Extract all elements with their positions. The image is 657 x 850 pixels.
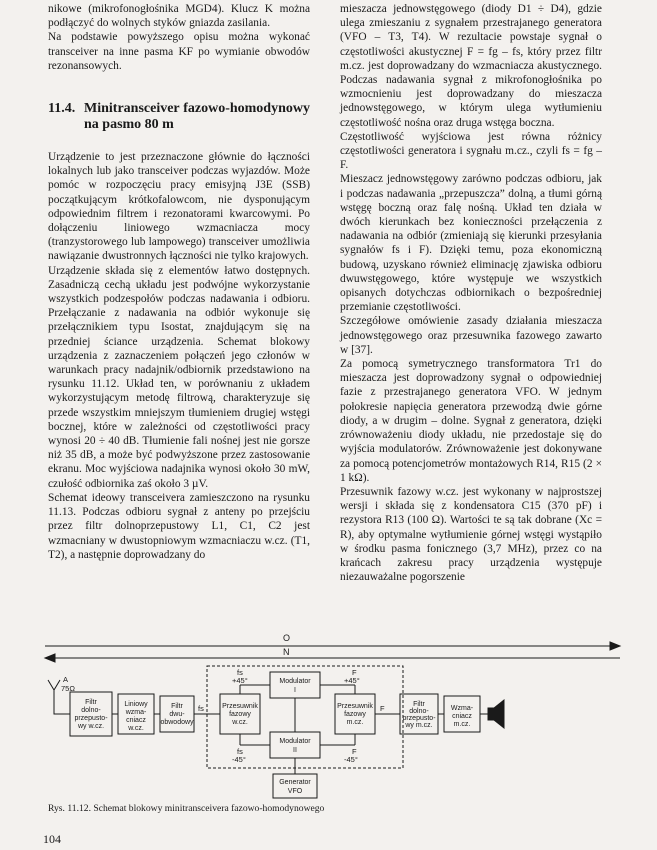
label-plus45-left: +45° [232,676,248,685]
block-vfo-label: Generator VFO [279,779,311,795]
block-af-amp-label: Wzma-cniacz m.cz. [450,705,474,728]
block-lpf-af-label: Filtr dolno-przepusto-wy m.cz. [402,701,436,729]
block-phase-af-label: Przesuwnik fazowy m.cz. [337,703,373,726]
block-modulator-2 [270,732,320,758]
arrow-right-icon [610,642,620,650]
arrow-top-label: O [283,633,291,643]
paragraph-right-6: Przesuwnik fazowy w.cz. jest wykonany w najprostszej wersji i składa się z kondensatora C15 (370 pF) i rezystora R13 (100 Ω). Wartości te są tak dobrane (Xc = R), aby optymalne wytłumienie górnej wstęgi wystąpiło w środku pasma fonicznego (3,7 MHz), przez co na krańcach zakresu pracy urządzenia występuje niezauważalne pogorszenie [340,485,602,584]
label-fs-mid: fs [198,704,204,713]
block-phase-rf-label: Przesuwnik fazowy w.cz. [222,703,258,726]
paragraph-right-1: mieszacza jednowstęgowego (diody D1 ÷ D4), gdzie ulega zmieszaniu z sygnałem przestrajanego generatora (VFO – T3, T4). W rezultacie powstaje sygnał o częstotliwości akustycznej F = fg – fs, który przez filtr m.cz. jest doprowadzany do wzmacniacza akustycznego. Podczas nadawania sygnał z mikrofonogłośnika po wzmocnieniu jest doprowadzany do mieszacza jednowstęgowego, w którym ulega wytłumieniu częstotliwość nośna oraz druga wstęga boczna. [340,3,602,129]
label-fs-bottom: fs [237,747,243,756]
speaker-icon [488,700,504,728]
paragraph-top-2: Na podstawie powyższego opisu można wykonać transceiver na inne pasma KF po wymianie obwodów rezonansowych. [48,31,310,72]
block-modulator-1-label: Modulator I [279,678,311,694]
label-plus45-right: +45° [344,676,360,685]
antenna-impedance: 75Ω [61,684,75,693]
page-number: 104 [43,832,61,846]
figure-caption: Rys. 11.12. Schemat blokowy minitransceivera fazowo-homodynowego [48,803,325,814]
label-minus45-left: -45° [232,755,246,764]
label-minus45-right: -45° [344,755,358,764]
paragraph-left-3: Schemat ideowy transceivera zamieszczono na rysunku 11.13. Podczas odbioru sygnał z anteny po przejściu przez filtr dolnoprzepustowy L1, C1, C2 jest wzmacniany w dwustopniowym wzmacniaczu w.cz. (T1, T2), a następnie doprowadzany do [48,491,310,561]
label-F-top: F [352,668,357,677]
right-column [340,0,602,584]
left-column [48,0,310,562]
block-diagram [30,632,630,802]
arrow-bottom-label: N [283,647,290,657]
paragraph-top-1: nikowe (mikrofonogłośnika MGD4). Klucz K można podłączyć do wolnych styków gniazda zasilania. [48,3,310,30]
paragraph-right-3: Mieszacz jednowstęgowy zarówno podczas odbioru, jak i podczas nadawania „przepuszcza” dolną, a tłumi górną wstęgę boczną oraz falę nośną. Układ ten działa w dwóch kierunkach bez konieczności przełączenia z nadawania na odbiór (zmieniają się kierunki przesyłania sygnałów fs i F). Dzięki temu, poza ekonomiczną budową, uzyskano również eliminację zjawiska odbioru dwuwstęgowego, które występuje we wszystkich opisanych dotychczas odbiornikach o bezpośredniej przemianie częstotliwości. [340,173,602,314]
section-number: 11.4. [48,101,76,117]
block-modulator-2-label: Modulator II [279,738,311,754]
paragraph-left-2: Urządzenie składa się z elementów łatwo dostępnych. Zasadniczą cechą układu jest podwójne wykorzystanie wszystkich podzespołów podczas nadawania i odbioru. Przełączanie z nadawania na odbiór wykonuje się przełącznikiem typu Isostat, znajdującym się na przedniej ściance urządzenia. Schemat blokowy urządzenia z zaznaczeniem połączeń jego członów w warunkach pracy nadajnik/odbiornik przedstawiono na rysunku 11.12. Układ ten, w porównaniu z układem wykorzystującym metodę filtrową, charakteryzuje się przede wszystkim mniejszym tłumieniem drugiej wstęgi bocznej, które w zależności od częstotliwości pracy wynosi 20 ÷ 40 dB. Tłumienie fali nośnej jest nie gorsze niż 35 dB, a może być podwyższone przez zastosowanie ekranu. Moc wyjściowa nadajnika wynosi około 30 mW, czułość odbiornika zaś około 3 µV. [48,264,310,490]
block-bpf-label: Filtr dwu-obwodowy [160,703,194,726]
label-fs-top: fs [237,668,243,677]
label-F-bottom: F [352,747,357,756]
section-title: Minitransceiver fazowo-homodynowy na pasmo 80 m [84,101,310,132]
paragraph-right-4: Szczegółowe omówienie zasady działania mieszacza jednowstęgowego oraz przesuwnika fazowego zawarto w [37]. [340,315,602,356]
paragraph-right-5: Za pomocą symetrycznego transformatora Tr1 do mieszacza jest doprowadzony sygnał o odpowiedniej fazie z przestrajanego generatora VFO. W jednym połokresie napięcia generatora przewodzą dwie górne diody, a w drugim – dolne. Sygnał z generatora, dzięki zrównoważeniu diody układu, nie przedostaje się do wyjścia modulatorów. Zrównoważenie jest dokonywane za pomocą potencjometrów montażowych R14, R15 (2 × 1 kΩ). [340,358,602,484]
arrow-left-icon [45,654,55,662]
block-modulator-1 [270,672,320,698]
label-F-mid: F [380,704,385,713]
antenna-label: A [63,675,69,684]
block-lpf-rf-label: Filtr dolno-przepusto-wy w.cz. [74,699,108,730]
paragraph-left-1: Urządzenie to jest przeznaczone głównie do łączności lokalnych lub jako transceiver podczas wyjazdów. Może pomóc w rozpoczęciu pracy emisyjną J3E (SSB) początkującym krótkofalowcom, nie dysponującym odpowiednim filtrem i rezonatorami kwarcowymi. Po dołączeniu liniowego wzmacniacza mocy (tranzystorowego lub lampowego) transceiver umożliwia nawiązanie dwustronnych łączności nie tylko krajowych. [48,151,310,263]
direction-arrows [45,642,620,662]
section-heading [48,101,310,132]
block-rf-amp-label: Liniowy wzma-cniacz w.cz. [124,701,148,732]
paragraph-right-2: Częstotliwość wyjściowa jest równa różnicy częstotliwości generatora i sygnału m.cz., czyli fs = fg – F. [340,130,602,172]
